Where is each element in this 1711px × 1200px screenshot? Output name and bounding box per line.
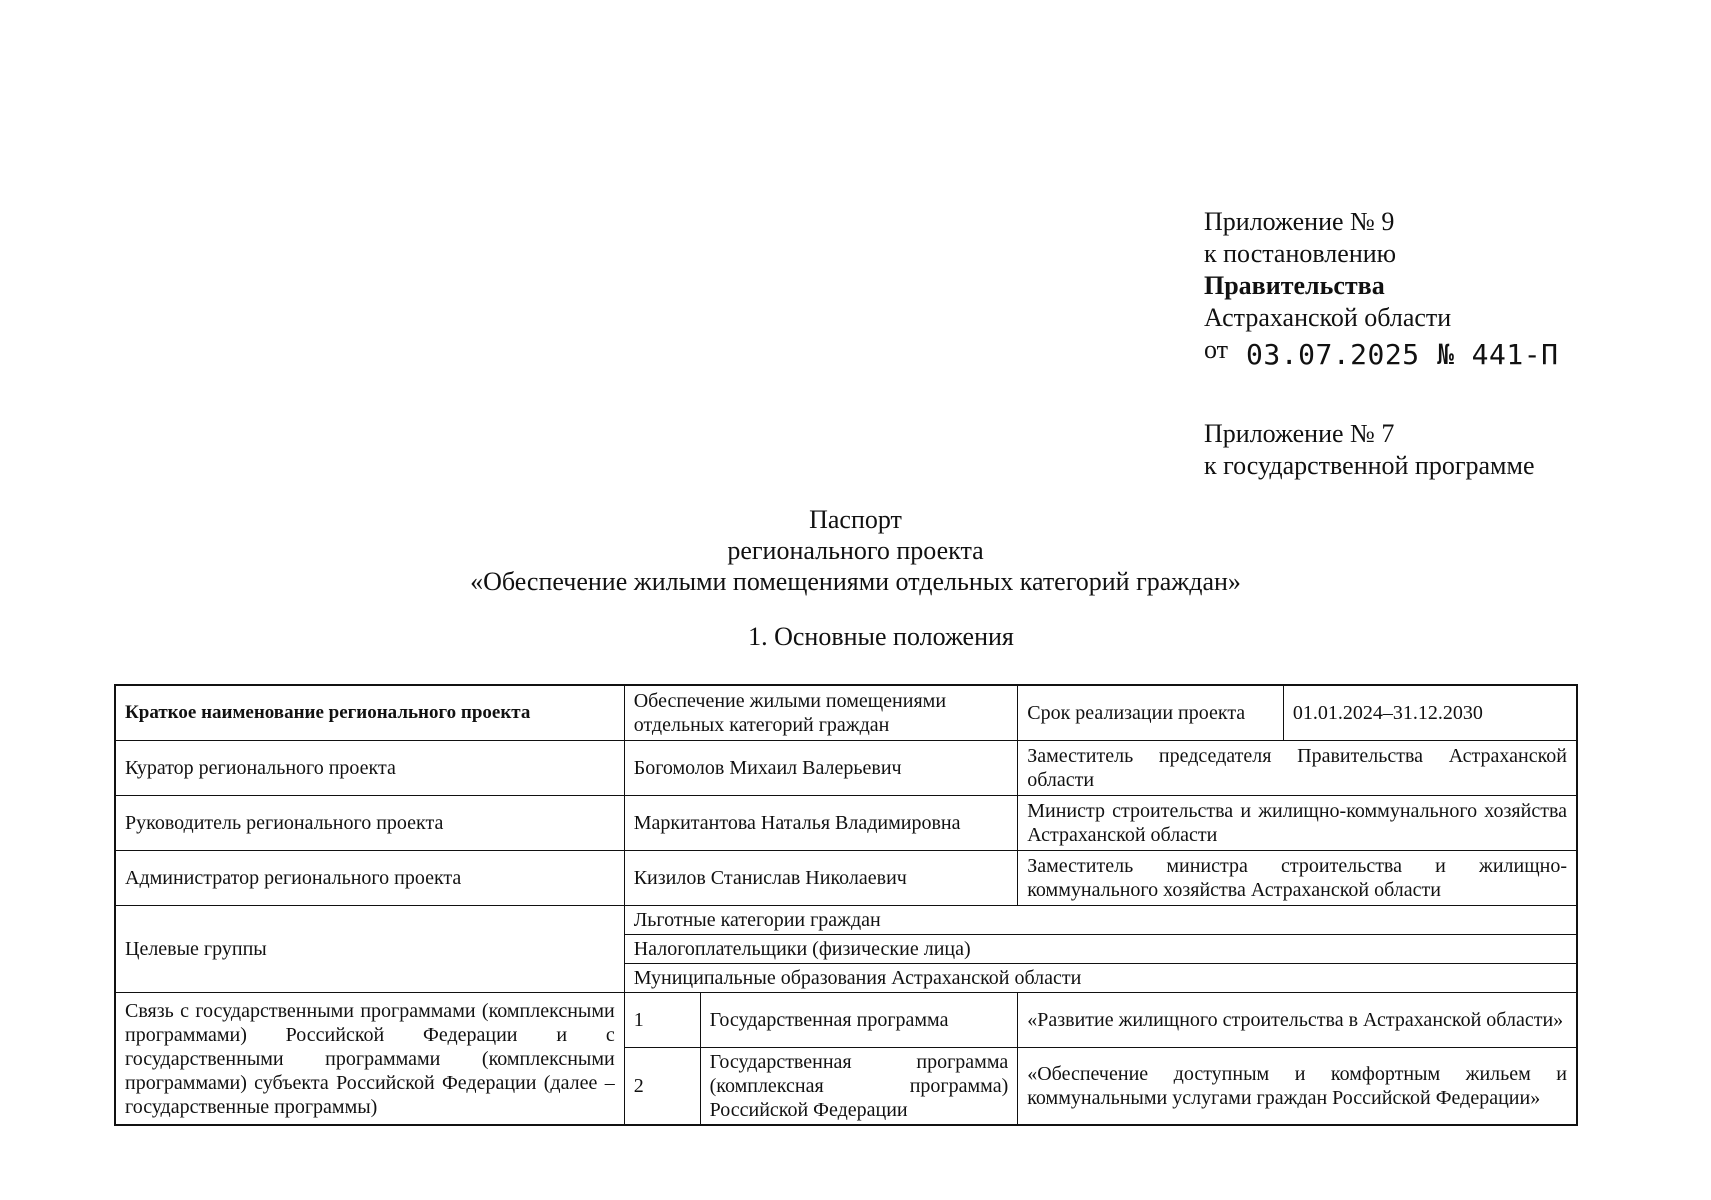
table-row — [115, 993, 1577, 1048]
table-row — [115, 685, 1577, 741]
title-project-name: «Обеспечение жилыми помещениями отдельных категорий граждан» — [470, 567, 1241, 596]
head-name: Маркитантова Наталья Владимировна — [624, 796, 1018, 851]
title-passport: Паспорт — [809, 505, 902, 534]
appendix-9-to-resolution: к постановлению — [1204, 239, 1397, 268]
admin-name: Кизилов Станислав Николаевич — [624, 851, 1018, 906]
appendix-7-to-program: к государственной программе — [1204, 451, 1535, 480]
table-row — [115, 741, 1577, 796]
program-type: Государственная программа — [700, 993, 1018, 1048]
appendix-7-number: Приложение № 7 — [1204, 419, 1395, 448]
table-row — [115, 796, 1577, 851]
appendix-9-block — [1204, 206, 1558, 372]
appendix-9-date-line — [1204, 334, 1558, 372]
target-groups-label: Целевые группы — [115, 906, 624, 993]
appendix-7-block — [1204, 418, 1535, 482]
target-group-item: Муниципальные образования Астраханской области — [624, 964, 1577, 993]
target-group-item: Налогоплательщики (физические лица) — [624, 935, 1577, 964]
title-regional-project: регионального проекта — [727, 536, 984, 565]
appendix-9-region: Астраханской области — [1204, 303, 1452, 332]
curator-name: Богомолов Михаил Валерьевич — [624, 741, 1018, 796]
short-name-value: Обеспечение жилыми помещениями отдельных категорий граждан — [624, 685, 1018, 741]
term-value: 01.01.2024–31.12.2030 — [1283, 685, 1577, 741]
main-provisions-table — [114, 684, 1578, 1126]
appendix-9-government: Правительства — [1204, 271, 1385, 300]
date-prefix: от — [1204, 335, 1229, 364]
term-label: Срок реализации проекта — [1018, 685, 1284, 741]
curator-label: Куратор регионального проекта — [115, 741, 624, 796]
program-type: Государственная программа (комплексная программа) Российской Федерации — [700, 1048, 1018, 1126]
head-position: Министр строительства и жилищно-коммунального хозяйства Астраханской области — [1018, 796, 1577, 851]
date-number-stamp: 03.07.2025 № 441-П — [1246, 338, 1559, 371]
program-number: 2 — [624, 1048, 700, 1126]
program-number: 1 — [624, 993, 700, 1048]
section-title: 1. Основные положения — [748, 622, 1014, 651]
admin-position: Заместитель министра строительства и жилищно-коммунального хозяйства Астраханской области — [1018, 851, 1577, 906]
short-name-label: Краткое наименование регионального проекта — [115, 685, 624, 741]
programs-label: Связь с государственными программами (комплексными программами) Российской Федерации и с государственными программами (комплексными программами) субъекта Российской Федерации (далее – государственные программы) — [115, 993, 624, 1126]
table-row — [115, 851, 1577, 906]
head-label: Руководитель регионального проекта — [115, 796, 624, 851]
target-group-item: Льготные категории граждан — [624, 906, 1577, 935]
curator-position: Заместитель председателя Правительства Астраханской области — [1018, 741, 1577, 796]
program-name: «Развитие жилищного строительства в Астраханской области» — [1018, 993, 1577, 1048]
document-title — [0, 504, 1711, 597]
appendix-9-number: Приложение № 9 — [1204, 207, 1395, 236]
admin-label: Администратор регионального проекта — [115, 851, 624, 906]
program-name: «Обеспечение доступным и комфортным жильем и коммунальными услугами граждан Российской Федерации» — [1018, 1048, 1577, 1126]
table-row — [115, 906, 1577, 935]
